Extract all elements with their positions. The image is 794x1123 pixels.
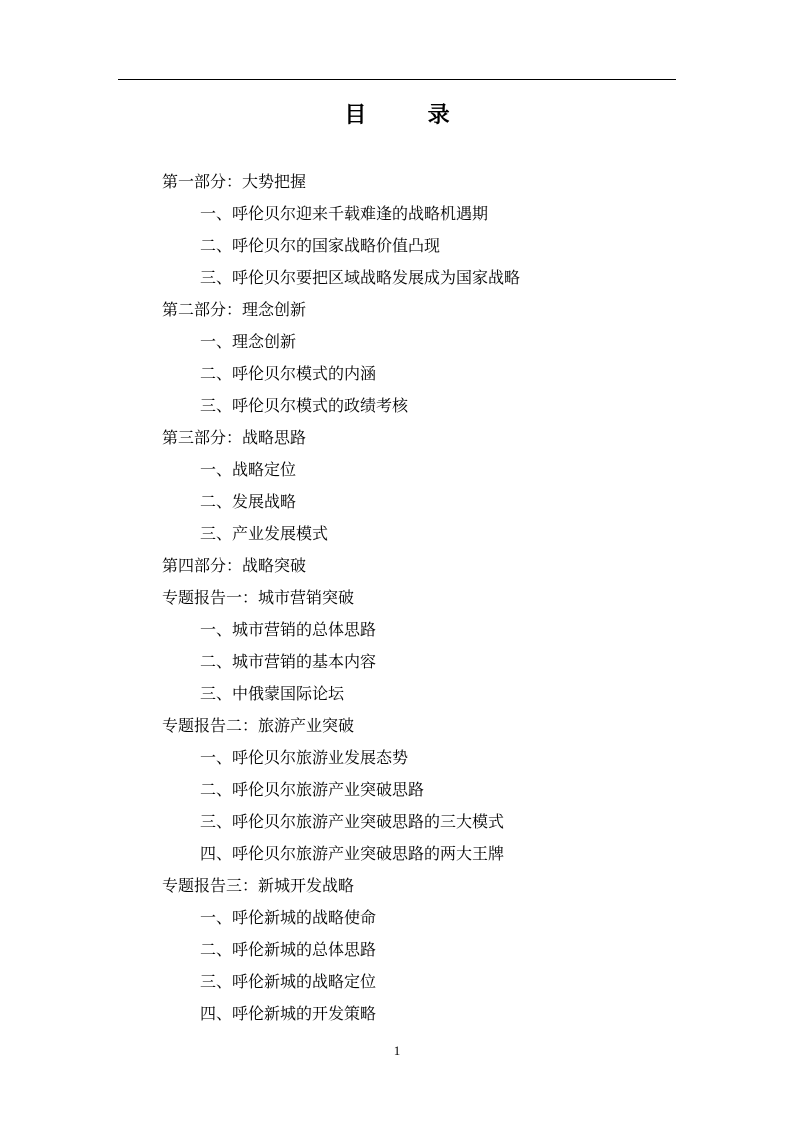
toc-entry: 一、呼伦贝尔旅游业发展态势 [200,748,409,767]
toc-section-heading: 第四部分：战略突破 [162,556,307,575]
toc-entry: 二、呼伦贝尔模式的内涵 [200,364,377,383]
toc-entry: 三、呼伦贝尔旅游产业突破思路的三大模式 [200,812,505,831]
toc-entry: 二、城市营销的基本内容 [200,652,377,671]
toc-entry: 一、呼伦贝尔迎来千载难逢的战略机遇期 [200,204,489,223]
toc-entry: 一、战略定位 [200,460,297,479]
toc-entry: 一、呼伦新城的战略使命 [200,908,377,927]
toc-section-heading: 专题报告一：城市营销突破 [162,588,355,607]
toc-section-heading: 专题报告二：旅游产业突破 [162,716,355,735]
toc-section-heading: 第一部分：大势把握 [162,172,307,191]
page-number: 1 [393,1043,401,1058]
toc-entry: 四、呼伦贝尔旅游产业突破思路的两大王牌 [200,844,505,863]
toc-entry: 一、理念创新 [200,332,297,351]
toc-entry: 三、呼伦贝尔模式的政绩考核 [200,396,409,415]
toc-entry: 二、呼伦新城的总体思路 [200,940,377,959]
table-of-contents [162,166,682,1030]
toc-section-heading: 第三部分：战略思路 [162,428,307,447]
toc-entry: 二、呼伦贝尔的国家战略价值凸现 [200,236,441,255]
toc-entry: 三、呼伦新城的战略定位 [200,972,377,991]
toc-title: 目 录 [344,102,450,128]
toc-entry: 三、产业发展模式 [200,524,329,543]
toc-entry: 二、呼伦贝尔旅游产业突破思路 [200,780,425,799]
toc-entry: 一、城市营销的总体思路 [200,620,377,639]
toc-section-heading: 第二部分：理念创新 [162,300,307,319]
toc-entry: 二、发展战略 [200,492,297,511]
toc-entry: 三、中俄蒙国际论坛 [200,684,345,703]
toc-entry: 四、呼伦新城的开发策略 [200,1004,377,1023]
toc-entry: 三、呼伦贝尔要把区域战略发展成为国家战略 [200,268,521,287]
toc-section-heading: 专题报告三：新城开发战略 [162,876,355,895]
header-rule [118,79,676,80]
